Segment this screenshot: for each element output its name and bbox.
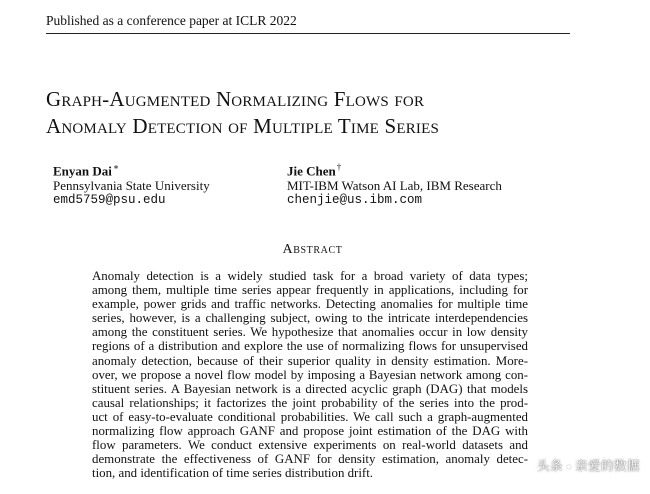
source-watermark (537, 456, 640, 474)
abstract-line: stituent series. A Bayesian network is a directed acyclic graph (DAG) that models (92, 381, 528, 396)
watermark-source: 头条 (536, 458, 563, 473)
abstract-line: demonstrate the effectiveness of GANF for density estimation, anomaly detec- (92, 452, 528, 467)
abstract-line: Anomaly detection is a widely studied task for a broad variety of data types; (92, 269, 528, 283)
abstract-body (92, 269, 528, 480)
header-rule (46, 33, 570, 34)
abstract-line: causal relationships; it factorizes the joint probability of the series into the prod- (92, 395, 528, 410)
author-affiliation: Pennsylvania State University (53, 178, 210, 194)
abstract-line: tion, and identification of time series distribution drift. (92, 466, 374, 481)
abstract-heading: Abstract (282, 242, 343, 257)
author-name: Enyan Dai∗ (53, 162, 120, 179)
abstract-line: normalizing flow approach GANF and propose joint estimation of the DAG with (92, 424, 528, 439)
abstract-line: example, power grids and traffic networks. Detecting anomalies for multiple time (92, 297, 528, 312)
author-name: Jie Chen† (287, 162, 342, 179)
paper-title (46, 86, 606, 140)
watermark-author: 亲爱的数据 (574, 458, 640, 473)
abstract-line: anomaly detection, because of their superior quality in density estimation. More- (92, 353, 528, 368)
author-email: chenjie@us.ibm.com (287, 193, 423, 208)
author-block-2 (287, 160, 502, 208)
author-footnote-mark: ∗ (112, 162, 120, 172)
title-line-2: Anomaly Detection of Multiple Time Series (46, 114, 440, 138)
abstract-line: flow parameters. We conduct extensive experiments on real-world datasets and (92, 438, 528, 453)
abstract-line: among the constituent series. We hypothesize that anomalies occur in low density (92, 325, 528, 340)
abstract-line: uct of easy-to-evaluate conditional probabilities. We call such a graph-augmented (92, 409, 528, 424)
author-email: emd5759@psu.edu (53, 193, 166, 208)
abstract-line: among them, multiple time series appear frequently in applications, including for (92, 283, 528, 298)
author-affiliation: MIT-IBM Watson AI Lab, IBM Research (287, 178, 502, 194)
author-block-1 (53, 160, 210, 208)
title-line-1: Graph-Augmented Normalizing Flows for (46, 87, 425, 111)
abstract-line: regions of a distribution and explore the use of normalizing flows for unsupervised (92, 339, 528, 354)
abstract-line: series, however, is a challenging subject, owing to the intricate interdependencies (92, 311, 528, 326)
abstract-line: over, we propose a novel flow model by imposing a Bayesian network among con- (92, 367, 528, 382)
watermark-dot-icon (567, 465, 571, 469)
conference-header: Published as a conference paper at ICLR 2022 (46, 13, 297, 28)
author-footnote-mark: † (336, 162, 342, 172)
